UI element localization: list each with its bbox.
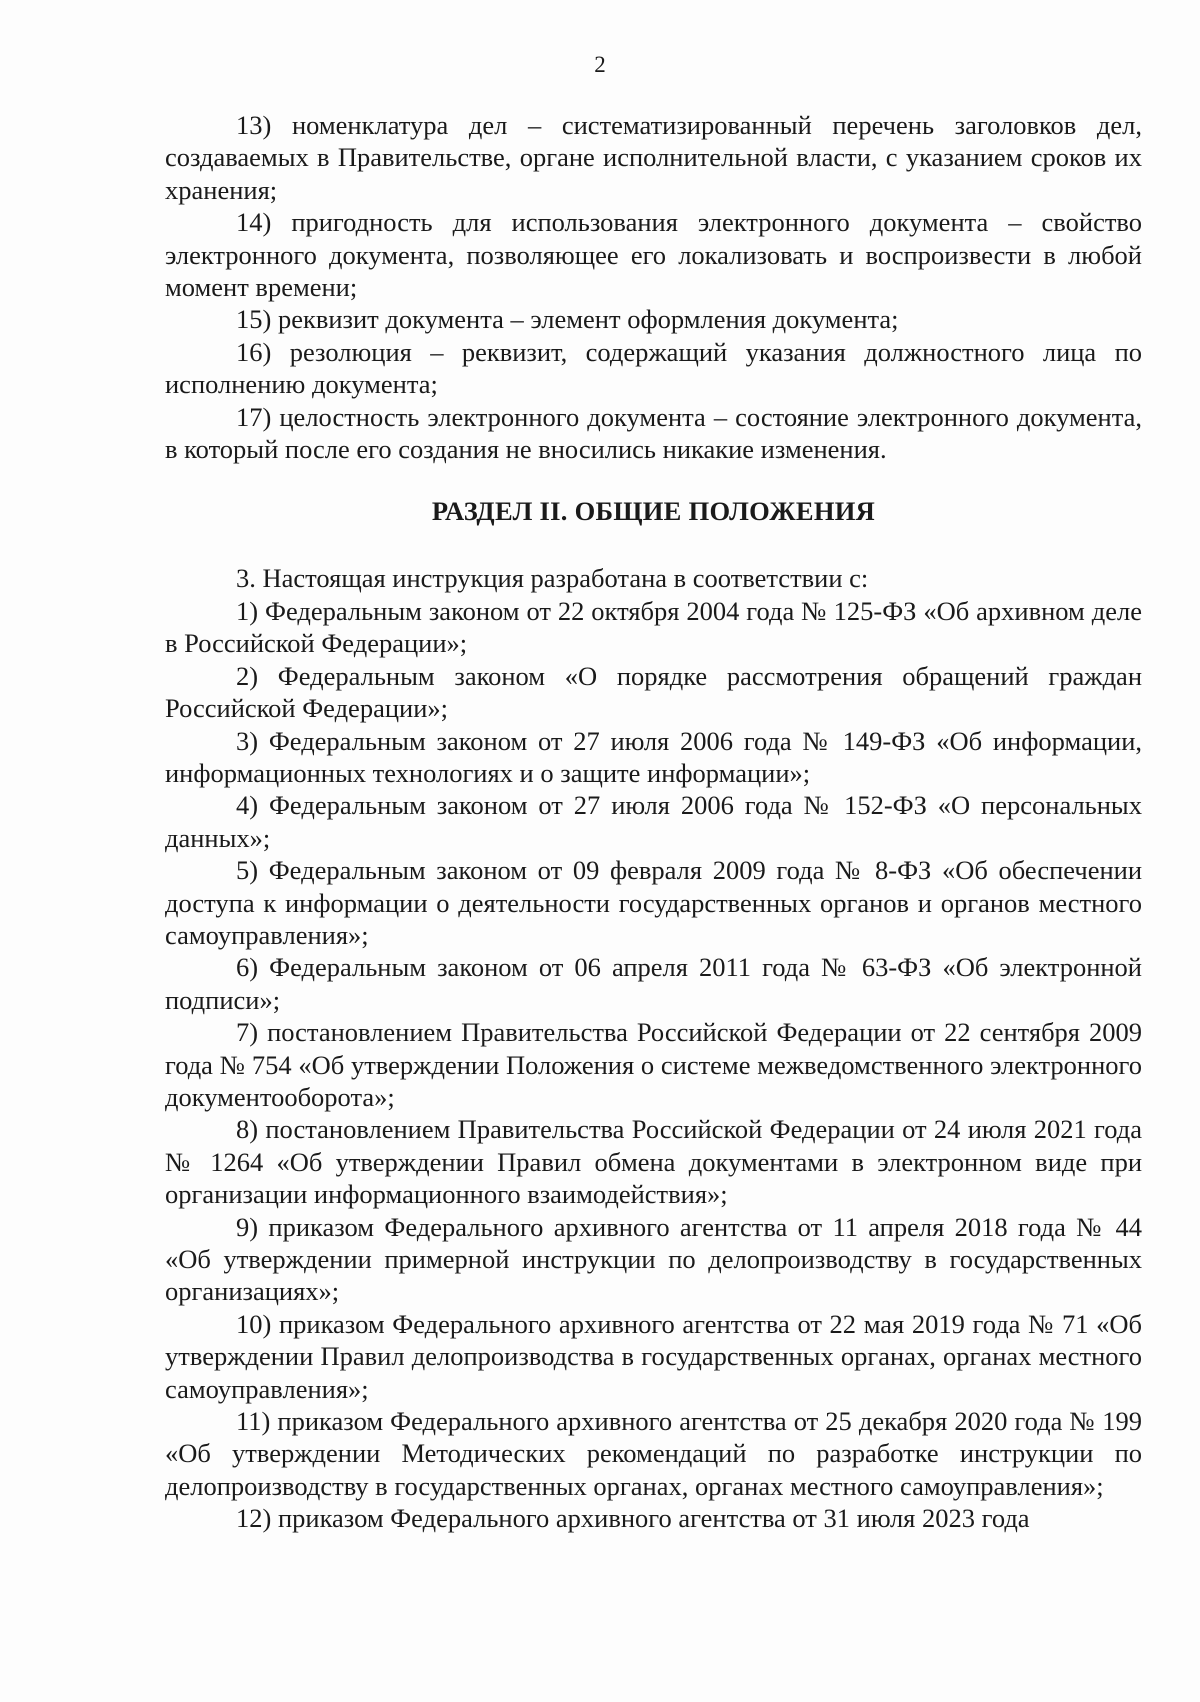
definition-paragraph: 17) целостность электронного документа – состояние электронного документа, в который после его создания не вносились никакие изменения. [165,401,1142,465]
provision-paragraph: 12) приказом Федерального архивного агентства от 31 июля 2023 года [236,1503,1030,1534]
section-heading: РАЗДЕЛ II. ОБЩИЕ ПОЛОЖЕНИЯ [431,496,876,527]
provision-paragraph: 8) постановлением Правительства Российской Федерации от 24 июля 2021 года № 1264 «Об утверждении Правил обмена документами в электронном виде при организации информационного взаимодействия»; [165,1114,1142,1210]
page-number: 2 [594,52,606,77]
provision-paragraph: 3) Федеральным законом от 27 июля 2006 года № 149-ФЗ «Об информации, информационных технологиях и о защите информации»; [165,725,1142,788]
provision-paragraph: 2) Федеральным законом «О порядке рассмотрения обращений граждан Российской Федерации»; [165,660,1142,724]
definition-paragraph: 15) реквизит документа – элемент оформления документа; [236,304,899,335]
provision-paragraph: 9) приказом Федерального архивного агентства от 11 апреля 2018 года № 44 «Об утверждении примерной инструкции по делопроизводству в государственных организациях»; [165,1211,1142,1307]
provision-paragraph: 5) Федеральным законом от 09 февраля 2009 года № 8-ФЗ «Об обеспечении доступа к информации о деятельности государственных органов и органов местного самоуправления»; [165,855,1142,950]
definition-paragraph: 13) номенклатура дел – систематизированный перечень заголовков дел, создаваемых в Правительстве, органе исполнительной власти, с указанием сроков их хранения; [165,110,1142,205]
provision-paragraph: 10) приказом Федерального архивного агентства от 22 мая 2019 года № 71 «Об утверждении Правил делопроизводства в государственных органах, органах местного самоуправления»; [165,1308,1142,1404]
provision-paragraph: 7) постановлением Правительства Российской Федерации от 22 сентября 2009 года № 754 «Об утверждении Положения о системе межведомственного электронного документооборота»; [165,1017,1142,1112]
provision-paragraph: 4) Федеральным законом от 27 июля 2006 года № 152-ФЗ «О персональных данных»; [165,790,1142,853]
definition-paragraph: 14) пригодность для использования электронного документа – свойство электронного документа, позволяющее его локализовать и воспроизвести в любой момент времени; [165,207,1142,303]
document-body [165,109,1142,1535]
provision-paragraph: 3. Настоящая инструкция разработана в соответствии с: [236,563,869,594]
provision-paragraph: 6) Федеральным законом от 06 апреля 2011 года № 63-ФЗ «Об электронной подписи»; [165,952,1142,1015]
provision-paragraph: 11) приказом Федерального архивного агентства от 25 декабря 2020 года № 199 «Об утверждении Методических рекомендаций по разработке инструкции по делопроизводству в государственных органах, органах местного самоуправления»; [165,1406,1142,1501]
definition-paragraph: 16) резолюция – реквизит, содержащий указания должностного лица по исполнению документа; [165,336,1142,400]
provision-paragraph: 1) Федеральным законом от 22 октября 2004 года № 125-ФЗ «Об архивном деле в Российской Федерации»; [165,595,1142,659]
